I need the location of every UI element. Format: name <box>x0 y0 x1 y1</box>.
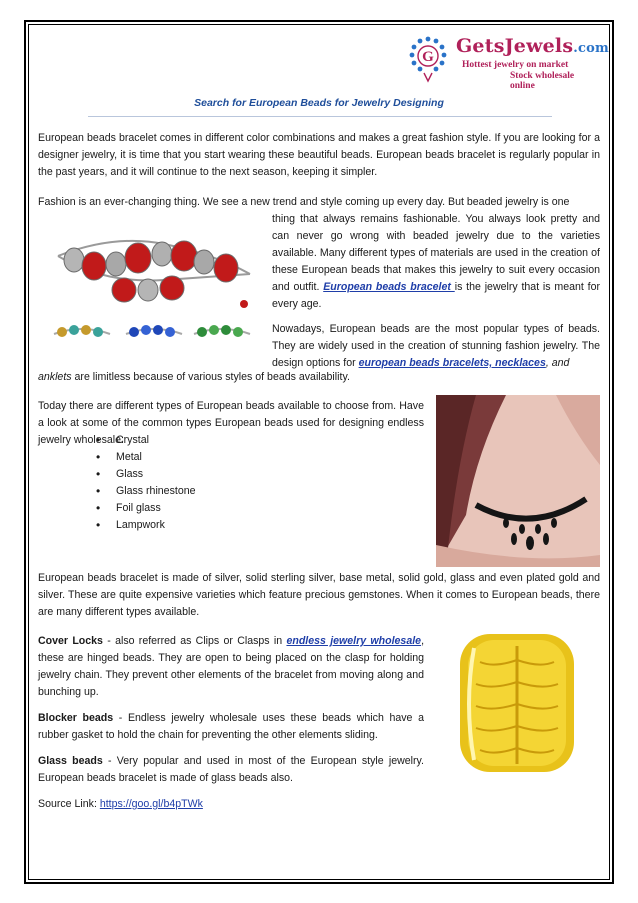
paragraph-glass-beads: Glass beads - Very popular and used in most of the European style jewelry. European beads bracelet is made of glass beads also. <box>38 755 424 784</box>
logo-emblem-icon <box>400 33 456 85</box>
bracelet-image <box>44 214 262 360</box>
svg-text:G: G <box>422 49 434 65</box>
source-url-link[interactable]: https://goo.gl/b4pTWk <box>99 798 203 810</box>
logo-tagline-2: Stock wholesale online <box>510 71 575 91</box>
bead-types-list <box>96 432 196 534</box>
european-beads-bracelets-necklaces-link[interactable]: european beads bracelets, necklaces <box>358 357 546 369</box>
endless-jewelry-wholesale-link[interactable]: endless jewelry wholesale <box>286 635 422 647</box>
document-title: Search for European Beads for Jewelry Designing <box>194 97 444 109</box>
european-beads-bracelet-link[interactable]: European beads bracelet <box>323 281 455 293</box>
paragraph-materials: European beads bracelet is made of silver, solid sterling silver, base metal, solid gold, glass and even plated gold and silver. These are quite expensive varieties which feature precious gemstones. When it comes to European beads, there are many different types available. <box>38 572 600 618</box>
list-item: • Foil glass <box>96 500 196 517</box>
paragraph-fashion-lead: Fashion is an ever-changing thing. We see a new trend and style coming up every day. But beaded jewelry is one <box>38 196 570 208</box>
logo-wordmark: GetsJewels.com <box>456 35 609 57</box>
paragraph-cover-locks: Cover Locks - also referred as Clips or Clasps in endless jewelry wholesale, these are hinged beads. They are open to being placed on the clasp for holding jewelry chain. They prevent other elements of the bracelet from moving along and bunching up. <box>38 635 425 698</box>
list-item: • Lampwork <box>96 517 196 534</box>
source-line: Source Link: https://goo.gl/b4pTWk <box>38 798 203 810</box>
paragraph-nowadays-wrap: Nowadays, European beads are the most popular types of beads. They are widely used in the creation of stunning fashion jewelry. The design options for european beads bracelets, necklaces, and <box>272 323 600 369</box>
paragraph-nowadays-tail: anklets are limitless because of various styles of beads availability. <box>38 371 350 383</box>
title-divider <box>88 116 552 117</box>
list-item: • Glass rhinestone <box>96 483 196 500</box>
paragraph-blocker-beads: Blocker beads - Endless jewelry wholesale uses these beads which have a rubber gasket to hold the chain for preventing the other elements sliding. <box>38 712 424 741</box>
paragraph-intro: European beads bracelet comes in different color combinations and makes a great fashion style. If you are looking for a designer jewelry, it is time that you start wearing these beautiful beads. European beads bracelet is regularly popular in the past years, and it will continue to the next season, keeping it simpler. <box>38 132 600 178</box>
gold-leaf-bead-image <box>444 628 590 780</box>
getsjewels-logo[interactable] <box>400 33 609 91</box>
logo-tagline-1: Hottest jewelry on market <box>462 60 569 70</box>
list-item: • Glass <box>96 466 196 483</box>
paragraph-types: Today there are different types of European beads available to choose from. Have a look at some of the common types European beads used for designing endless jewelry wholesale: <box>38 400 424 446</box>
list-item: • Crystal <box>96 432 196 449</box>
choker-necklace-photo <box>436 395 600 567</box>
list-item: • Metal <box>96 449 196 466</box>
paragraph-fashion-wrap: thing that always remains fashionable. You always look pretty and can never go wrong with beaded jewelry due to the varieties available. Many different types of materials are used in the creation of these European beads that makes this jewelry to suit every occasion and outfit. European beads bracelet is the jewelry that is meant for every age. <box>272 213 600 310</box>
